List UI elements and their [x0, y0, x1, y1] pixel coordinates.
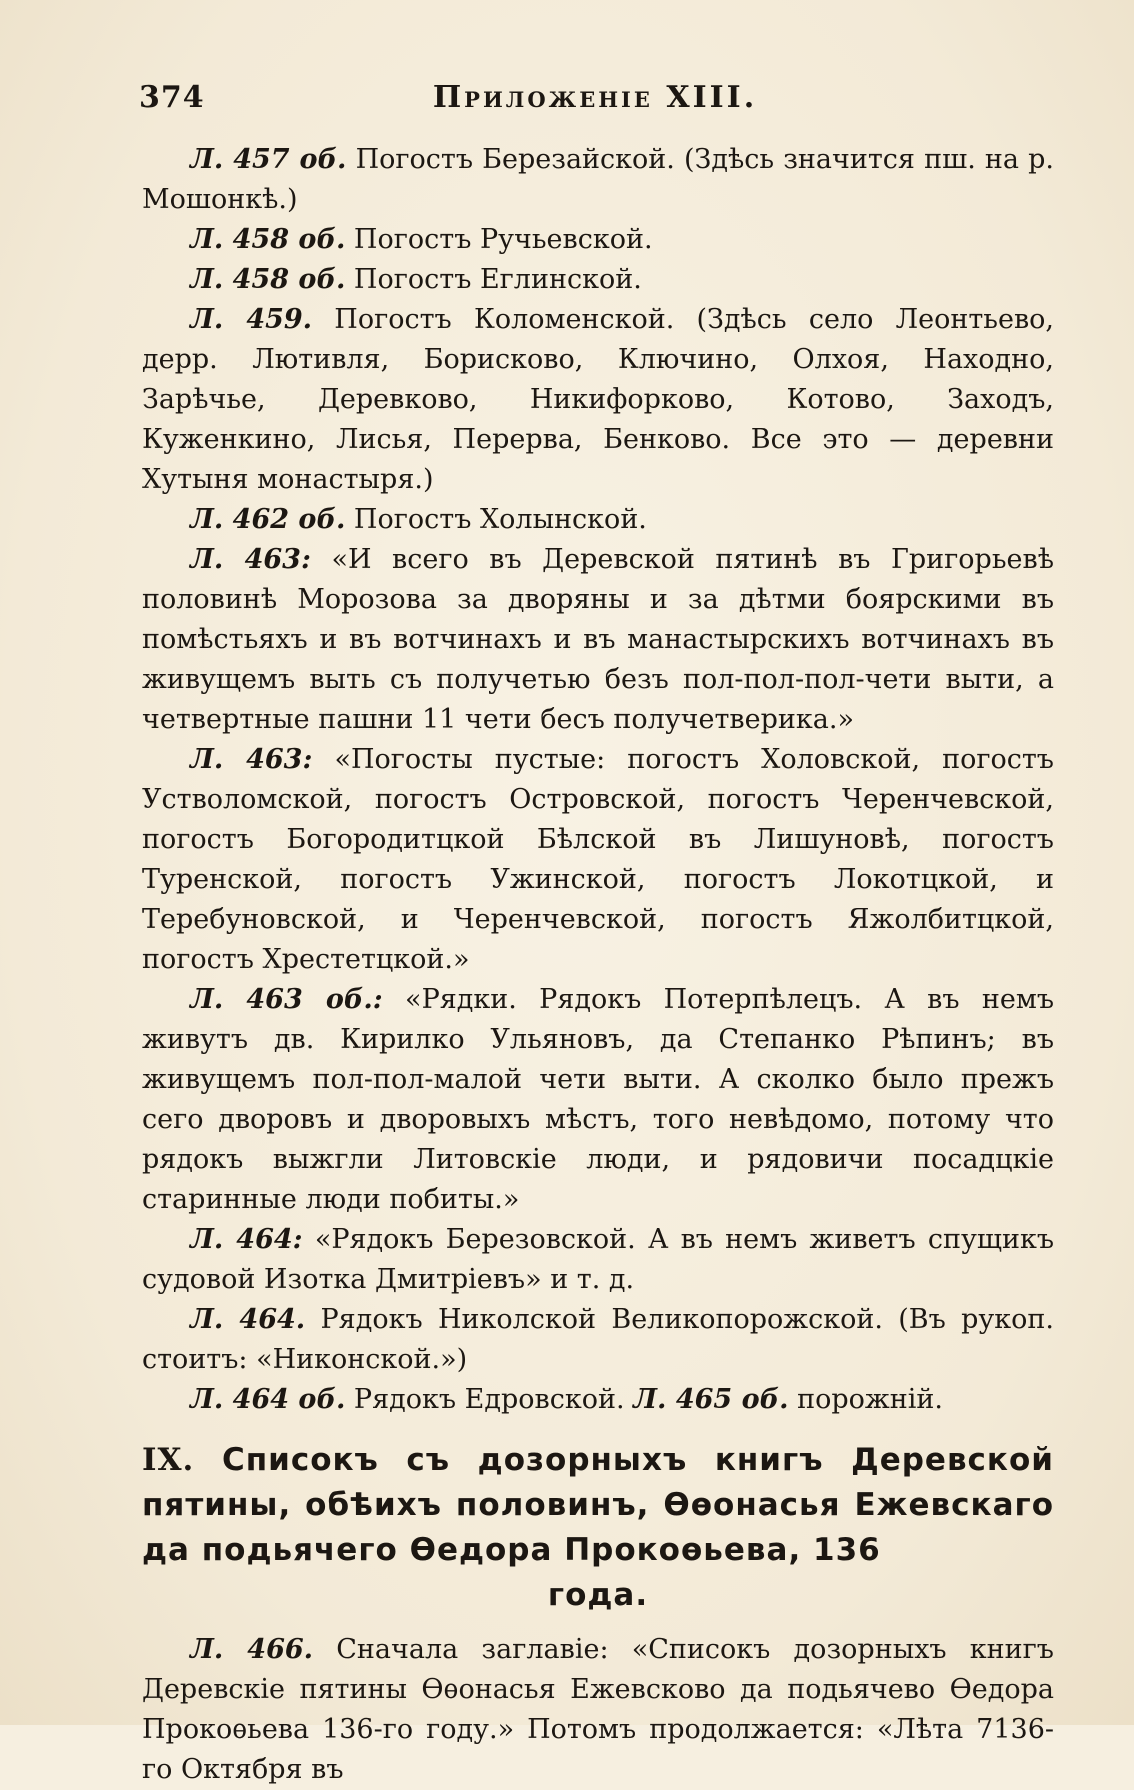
entry-paragraph — [142, 740, 1054, 980]
leaf-reference: Л. 464. — [190, 1304, 306, 1335]
entry-text: Погостъ Березайской. (Здѣсь значится пш. на р. Мошонкѣ.) — [142, 144, 1054, 215]
leaf-reference: Л. 464: — [190, 1224, 303, 1255]
section-title-end: года. — [547, 1577, 649, 1613]
entry-text: «Рядки. Рядокъ Потерпѣлецъ. А въ немъ живутъ дв. Кирилко Ульяновъ, да Степанко Рѣпинъ; въ живущемъ пол-пол-малой чети выти. А сколко было прежъ сего дворовъ и дворовыхъ мѣстъ, того невѣдомо, потому что рядокъ выжгли Литовскіе люди, и рядовичи посадцкіе старинные люди побиты.» — [142, 984, 1054, 1215]
entry-paragraph — [142, 300, 1054, 500]
entry-text: «Погосты пустые: погостъ Холовской, погостъ Устволомской, погостъ Островской, погостъ Черенчевской, погостъ Богородитцкой Бѣлской въ Лишуновѣ, погостъ Туренской, погостъ Ужинской, погостъ Локотцкой, и Теребуновской, и Черенчевской, погостъ Яжолбитцкой, погостъ Хрестетцкой.» — [142, 744, 1054, 975]
page-body — [142, 140, 1054, 1790]
entry-text: Рядокъ Николской Великопорожской. (Въ рукоп. стоитъ: «Никонской.») — [142, 1304, 1055, 1375]
leaf-reference-secondary: Л. 465 об. — [633, 1384, 789, 1415]
entry-paragraph — [142, 140, 1054, 220]
leaf-reference: Л. 458 об. — [190, 224, 346, 255]
entry-text: Рядокъ Едровской. — [345, 1384, 634, 1415]
section-number: IX. — [142, 1442, 195, 1478]
entry-paragraph — [142, 500, 1054, 540]
leaf-reference: Л. 463: — [190, 544, 311, 575]
entry-paragraph — [142, 260, 1054, 300]
entry-paragraph — [142, 540, 1054, 740]
entry-text: «И всего въ Деревской пятинѣ въ Григорьевѣ половинѣ Морозова за дворяны и за дѣтми боярскими въ помѣстьяхъ и въ вотчинахъ и въ манастырскихъ вотчинахъ въ живущемъ выть съ получетью безъ пол-пол-пол-чети выти, а четвертные пашни 11 чети бесъ получетверика.» — [142, 544, 1054, 735]
leaf-reference: Л. 463: — [190, 744, 313, 775]
leaf-reference: Л. 466. — [190, 1634, 314, 1665]
leaf-reference: Л. 463 об.: — [190, 984, 383, 1015]
running-title: Приложеніе XIII. — [432, 80, 758, 115]
entry-text: Погостъ Коломенской. (Здѣсь село Леонтьево, дерр. Лютивля, Борисково, Ключино, Олхоя, Находно, Зарѣчье, Деревково, Никифорково, Котово, Заходъ, Куженкино, Лисья, Перерва, Бенково. Все это — деревни Хутыня монастыря.) — [142, 304, 1054, 495]
leaf-reference: Л. 462 об. — [190, 504, 346, 535]
leaf-reference: Л. 458 об. — [190, 264, 346, 295]
entry-text: Сначала заглавіе: «Списокъ дозорныхъ книгъ Деревскіе пятины Ѳѳонасья Ежевсково да подьячево Ѳедора Прокоѳьева 136-го году.» Потомъ продолжается: «Лѣта 7136-го Октября въ — [142, 1634, 1054, 1785]
entry-text: Погостъ Еглинской. — [345, 264, 642, 295]
entry-paragraph — [142, 220, 1054, 260]
entry-text-secondary: порожній. — [788, 1384, 943, 1415]
entry-paragraph — [142, 1300, 1054, 1380]
entry-text: Погостъ Ручьевской. — [345, 224, 653, 255]
page-number: 374 — [139, 80, 205, 115]
page-header — [139, 80, 1051, 124]
leaf-reference: Л. 457 об. — [190, 144, 347, 175]
leaf-reference: Л. 459. — [190, 304, 313, 335]
leaf-reference: Л. 464 об. — [190, 1384, 346, 1415]
entry-paragraph — [142, 1380, 1054, 1420]
section-title: Списокъ съ дозорныхъ книгъ Деревской пятины, обѣихъ половинъ, Ѳѳонасья Ежевскаго да подьячего Ѳедора Прокоѳьева, 136 — [142, 1442, 1054, 1568]
entry-paragraph — [142, 1220, 1054, 1300]
entry-text: Погостъ Холынской. — [345, 504, 647, 535]
entry-text: «Рядокъ Березовской. А въ немъ живетъ спущикъ судовой Изотка Дмитріевъ» и т. д. — [142, 1224, 1054, 1295]
entry-paragraph — [142, 1630, 1054, 1790]
section-heading — [142, 1438, 1054, 1618]
entry-paragraph — [142, 980, 1054, 1220]
